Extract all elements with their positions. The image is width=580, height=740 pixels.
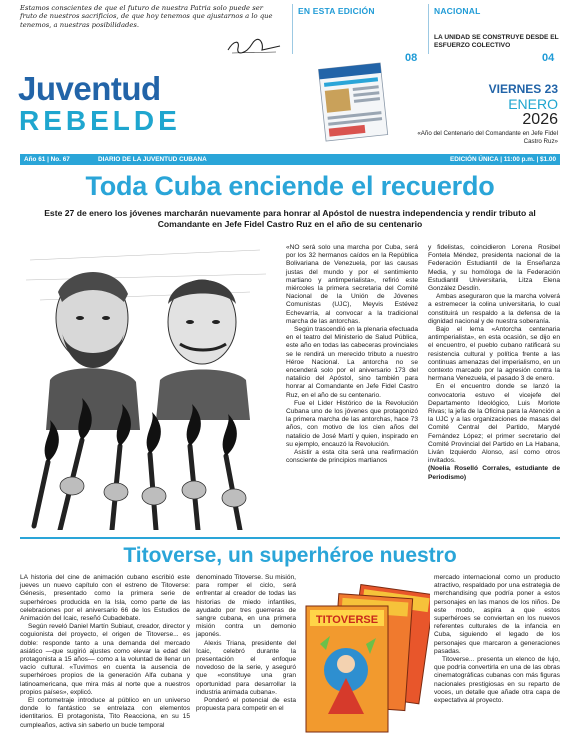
paragraph: Ponderó el potencial de esta propuesta para competir en el xyxy=(196,697,296,713)
fidel-marti-illustration xyxy=(20,240,272,530)
paragraph: El cortometraje introduce al público en un universo donde lo fantástico se entrelaza con elementos identitarios. El protagonista, Tito Reacciona, en su 15 cumpleaños, activa sin saberlo un bucle temporal xyxy=(20,697,190,729)
date-month: ENERO xyxy=(508,96,558,112)
promo-nacional-text[interactable]: LA UNIDAD SE CONSTRUYE DESDE EL ESFUERZO COLECTIVO xyxy=(434,34,559,49)
paragraph: Titoverse... presenta un elenco de lujo, que podría convertirla en una de las obras cinematográficas cubanas con más figuras nacionales prestigiosas en su reparto de voces, un detalle que añade otra capa de expectativa al proyecto. xyxy=(434,656,560,705)
signature-icon xyxy=(224,38,284,56)
issue-number: Año 61 | No. 67 xyxy=(24,156,70,163)
paragraph: En el encuentro donde se lanzó la convocatoria estuvo el vicejefe del Departamento Ideológico, Luis Morlote Rivas; la jefa de la Oficina para la Atención a la UJC y a las organizaciones de masas del Comité Central del Partido, Marydé Fernández López; el primer secretario del Comité Provincial del Partido en La Habana, Liván Izquierdo Alonso, así como otros invitados. xyxy=(428,383,560,465)
paragraph: Fue el Líder Histórico de la Revolución Cubana uno de los jóvenes que protagonizó la primera marcha de las antorchas, hace 73 años, con motivo de los cien años del natalicio de José Martí y quien, inspirado en su ejemplo, encauzó la Revolución. xyxy=(286,399,418,448)
paragraph: Según trascendió en la plenaria efectuada en el teatro del Ministerio de Salud Pública, este año en todas las cabeceras provinciales se le rendirá un merecido tributo a nuestro Héroe Nacional. La antorcha no se encenderá solo por el aniversario 173 del natalicio del Apóstol, sino también para honrar al Comandante en Jefe Fidel Castro Ruz, en el año de su centenario. xyxy=(286,326,418,399)
second-headline[interactable]: Titoverse, un superhéroe nuestro xyxy=(123,544,457,567)
paragraph: Bajo el lema «Antorcha centenaria antimperialista», en esta ocasión, se dijo en el encuentro, el pueblo cubano ratificará su resistencia cultural y política frente a las continuas amenazas del imperialismo, en un contexto marcado por la agresión contra la hermana Venezuela, el pasado 3 de enero. xyxy=(428,326,560,383)
edition-price: EDICIÓN ÚNICA | 11:00 p.m. | $1.00 xyxy=(450,156,556,163)
paragraph: Ambas aseguraron que la marcha volverá a estremecer la colina universitaria, lo cual constituirá un respaldo a la defensa de la dignidad nacional y de nuestra soberanía. xyxy=(428,293,560,325)
paragraph: Alexis Triana, presidente del Icaic, celebró durante la presentación el enfoque novedoso de la serie, y aseguró que «constituye una gran oportunidad para desarrollar la industria animada cubana». xyxy=(196,639,296,696)
tagline: DIARIO DE LA JUVENTUD CUBANA xyxy=(98,156,207,163)
year-dedication: «Año del Centenario del Comandante en Jefe Fidel Castro Ruz» xyxy=(417,130,558,145)
divider xyxy=(292,4,293,54)
date-year: 2026 xyxy=(522,111,558,128)
main-headline[interactable]: Toda Cuba enciende el recuerdo xyxy=(85,171,495,201)
info-bar xyxy=(20,154,560,165)
paragraph: Según reveló Daniel Martín Subiaut, creador, director y coguionista del proyecto, el origen de Titoverse... es doble: responde tanto a una demanda del mercado asiático —que sugirió ajustes como elevar la edad del protagonista a 15 años— como a la voluntad de llenar un vacío cultural. «Tuvimos en cuenta la ausencia de superhéroes propios de la generación Alfa cubana y latinoamericana, que mira más al norte que a nuestros propios países», explicó. xyxy=(20,623,190,696)
titoverse-comic-covers xyxy=(300,574,430,740)
divider xyxy=(428,4,429,54)
byline: (Noelia Roselló Corrales, estudiante de Periodismo) xyxy=(428,465,560,481)
promo-nacional-page[interactable]: 04 xyxy=(542,52,555,64)
promo-edition-label[interactable]: EN ESTA EDICIÓN xyxy=(298,6,375,16)
article1-column2 xyxy=(428,244,560,482)
edition-thumbnail[interactable] xyxy=(310,60,396,142)
article1-column1 xyxy=(286,244,418,465)
paragraph: «NO será solo una marcha por Cuba, será por los 32 hermanos caídos en la República Bolivariana de Venezuela, por las causas justas del mundo y por el sentimiento martiano y antimperialista», refirió este miércoles la primera secretaria del Comité Nacional de la Unión de Jóvenes Comunistas (UJC), Meyvis Estévez Echevarría, al convocar a la tradicional marcha de las antorchas. xyxy=(286,244,418,325)
date-day: VIERNES 23 xyxy=(488,82,558,96)
article2-column3 xyxy=(434,574,560,705)
article2-column2 xyxy=(196,574,296,713)
paragraph: y fidelistas, coincidieron Lorena Rosibel Fontela Méndez, presidenta nacional de la Federación Estudiantil de la Enseñanza Media, y su homóloga de la Federación Estudiantil Universitaria, Litza Elena González Desdín. xyxy=(428,244,560,293)
article2-column1 xyxy=(20,574,190,730)
paragraph: denominado Titoverse. Su misión, para romper el ciclo, será enfrentar al creador de todas las historias de miedo infantiles, ayudado por tres guerreras de sangre cubana, en una primera misión contra un demonio japonés. xyxy=(196,574,296,639)
comic-title: TITOVERSE xyxy=(315,614,379,626)
promo-edition-page[interactable]: 08 xyxy=(405,52,418,64)
section-separator xyxy=(20,537,560,539)
fidel-quote: Estamos conscientes de que el futuro de nuestra Patria solo puede ser fruto de nuestros sacrificios, de que hoy tenemos que ajustarnos a lo que tenemos, a nuestras posibilidades. xyxy=(20,4,273,29)
logo-juventud[interactable]: Juventud xyxy=(18,70,161,107)
promo-nacional-label[interactable]: NACIONAL xyxy=(434,6,481,16)
logo-rebelde[interactable]: REBELDE xyxy=(19,105,181,136)
paragraph: mercado internacional como un producto atractivo, respaldado por una estrategia de merchandising que podría poner a estos personajes en las manos de los niños. De este modo, aspira a que estos superhéroes se conviertan en los nuevos referentes culturales de la infancia en Cuba, siguiendo el legado de los personajes que marcaron a generaciones pasadas. xyxy=(434,574,560,655)
paragraph: Asistir a esta cita será una reafirmación consciente de principios martianos xyxy=(286,449,418,465)
main-subheadline: Este 27 de enero los jóvenes marcharán nuevamente para honrar al Apóstol de nuestra independencia y rendir tributo al Comandante en Jefe Fidel Castro Ruz en el año de su centenario xyxy=(44,208,536,229)
paragraph: LA historia del cine de animación cubano escribió este jueves un nuevo capítulo con el estreno de Titoverse: Génesis, presentado como la primera serie de superhéroes producida en la Isla, como parte de las celebraciones por el aniversario 66 de los Estudios de Animación del Icaic, reseñó Cubadebate. xyxy=(20,574,190,623)
